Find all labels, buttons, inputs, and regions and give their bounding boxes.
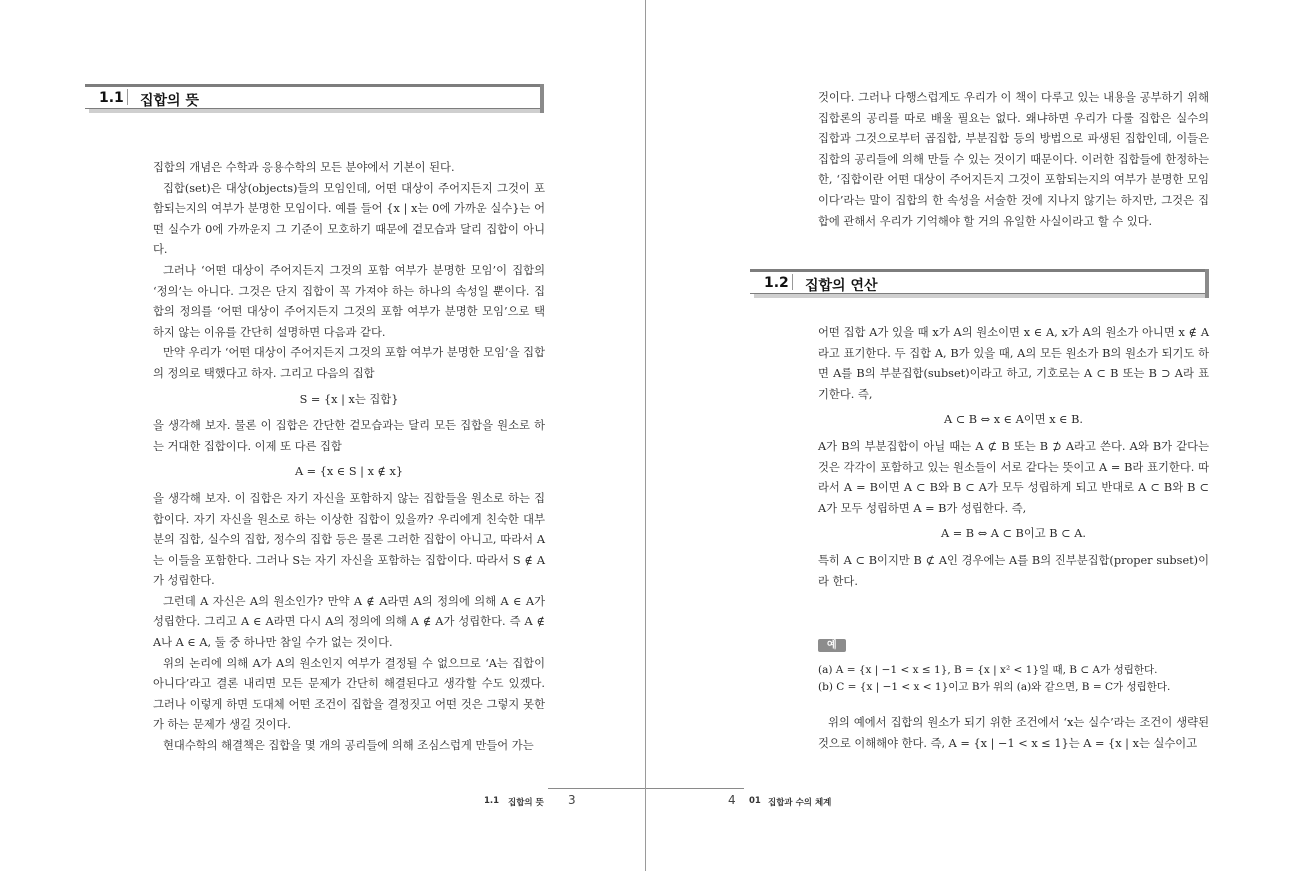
right-continuation-text [818, 88, 1209, 232]
section-header-edge [540, 84, 544, 113]
left-page [0, 0, 645, 871]
footer-chapter-title: 집합과 수의 체계 [768, 798, 832, 808]
paragraph: 집합(set)은 대상(objects)들의 모임인데, 어떤 대상이 주어지든지 그것이 포함되는지의 여부가 분명한 모임이다. 예를 들어 {x | x는 0에 가까운 실수}는 어떤 실수가 0에 가까운지 그 기준이 모호하기 때문에 겉모습과 달리 집합이 아니다. [153, 181, 545, 257]
left-footer [470, 788, 645, 812]
paragraph: 그런데 A 자신은 A의 원소인가? 만약 A ∉ A라면 A의 정의에 의해 A ∈ A가 성립한다. 그리고 A ∈ A라면 다시 A의 정의에 의해 A ∉ A가 성립한다. 즉 A ∉ A나 A ∈ A, 둘 중 하나만 참일 수가 없는 것이다. [153, 594, 545, 650]
paragraph: 특히 A ⊂ B이지만 B ⊄ A인 경우에는 A를 B의 진부분집합(proper subset)이라 한다. [818, 553, 1209, 588]
footer-rule [646, 788, 744, 789]
formula: S = {x | x는 집합} [299, 392, 399, 406]
section-header-edge [1205, 269, 1209, 298]
example-line: (b) C = {x | −1 < x < 1}이고 B가 위의 (a)와 같으면, B = C가 성립한다. [818, 681, 1171, 693]
formula: A ⊂ B ⇔ x ∈ A이면 x ∈ B. [943, 413, 1084, 427]
footer-section-number: 1.1 [484, 796, 500, 806]
formula: A = B ⇔ A ⊂ B이고 B ⊂ A. [941, 527, 1086, 541]
paragraph: 것이다. 그러나 다행스럽게도 우리가 이 책이 다루고 있는 내용을 공부하기 위해 집합론의 공리를 따로 배울 필요는 없다. 왜냐하면 우리가 다룰 집합은 실수의 집합과 그것으로부터 곱집합, 부분집합 등의 방법으로 파생된 집합인데, 이들은 집합의 공리들에 의해 만들 수 있는 것이기 때문이다. 이러한 집합들에 한정하는 한, ‘집합이란 어떤 대상이 주어지든지 그것이 포함되는지의 여부가 분명한 모임이다’라는 말이 집합의 한 속성을 서술한 것에 지나지 않기는 하지만, 그것은 집합에 관해서 우리가 기억해야 할 거의 유일한 사실이라고 할 수 있다. [818, 91, 1209, 228]
section-number: 1.2 [764, 275, 789, 291]
right-footer [646, 788, 846, 812]
example-badge: 예 [818, 639, 846, 652]
right-body-text [818, 323, 1209, 592]
paragraph: 어떤 집합 A가 있을 때 x가 A의 원소이면 x ∈ A, x가 A의 원소가 아니면 x ∉ A라고 표기한다. 두 집합 A, B가 있을 때, A의 모든 원소가 B의 원소가 되기도 하면 A를 B의 부분집합(subset)이라고 하고, 기호로는 A ⊂ B 또는 B ⊃ A라 표기한다. 즉, [818, 326, 1209, 401]
footer-rule [548, 788, 645, 789]
page-number: 4 [728, 793, 736, 807]
paragraph: 위의 논리에 의해 A가 A의 원소인지 여부가 결정될 수 없으므로 ‘A는 집합이 아니다’라고 결론 내리면 모든 문제가 간단히 해결된다고 생각할 수도 있겠다. 그러나 이렇게 하면 도대체 어떤 조건이 집합을 결정짓고 어떤 것은 그렇지 못한가 하는 문제가 생길 것이다. [153, 656, 545, 732]
example-block [818, 633, 1209, 696]
section-title: 집합의 연산 [805, 278, 878, 294]
paragraph: 을 생각해 보자. 이 집합은 자기 자신을 포함하지 않는 집합들을 원소로 하는 집합이다. 자기 자신을 원소로 하는 이상한 집합이 있을까? 우리에게 친숙한 대부분의 집합, 실수의 집합, 정수의 집합 등은 물론 그러한 집합이 아니고, 따라서 A는 이들을 포함한다. 그러나 S는 자기 자신을 포함하는 집합이다. 따라서 S ∉ A가 성립한다. [153, 491, 545, 588]
section-divider [792, 274, 793, 290]
left-body-text [153, 158, 545, 757]
paragraph: 그러나 ‘어떤 대상이 주어지든지 그것의 포함 여부가 분명한 모임’이 집합의 ‘정의’는 아니다. 그것은 단지 집합이 꼭 가져야 하는 하나의 속성일 뿐이다. 집합의 정의를 ‘어떤 대상이 주어지든지 그것의 포함 여부가 분명한 모임’으로 택하지 않는 이유를 간단히 설명하면 다음과 같다. [153, 263, 545, 339]
page-number: 3 [568, 793, 576, 807]
paragraph: 위의 예에서 집합의 원소가 되기 위한 조건에서 ‘x는 실수’라는 조건이 생략된 것으로 이해해야 한다. 즉, A = {x | −1 < x ≤ 1}는 A = {x | x는 실수이고 [818, 716, 1209, 750]
section-title: 집합의 뜻 [140, 93, 199, 109]
example-line: (a) A = {x | −1 < x ≤ 1}, B = {x | x² < 1}일 때, B ⊂ A가 성립한다. [818, 664, 1158, 676]
paragraph: 현대수학의 해결책은 집합을 몇 개의 공리들에 의해 조심스럽게 만들어 가는 [163, 739, 534, 753]
paragraph: 만약 우리가 ‘어떤 대상이 주어지든지 그것의 포함 여부가 분명한 모임’을 집합의 정의로 택했다고 하자. 그리고 다음의 집합 [153, 346, 545, 380]
paragraph: A가 B의 부분집합이 아닐 때는 A ⊄ B 또는 B ⊅ A라고 쓴다. A와 B가 같다는 것은 각각이 포함하고 있는 원소들이 서로 같다는 뜻이고 A = B라 표기한다. 따라서 A = B이면 A ⊂ B와 B ⊂ A가 모두 성립하게 되고 반대로 A ⊂ B와 B ⊂ A가 모두 성립하면 A = B가 성립한다. 즉, [818, 439, 1209, 515]
section-header-1-1 [85, 84, 540, 114]
section-header-1-2 [750, 269, 1205, 299]
paragraph: 을 생각해 보자. 물론 이 집합은 간단한 겉모습과는 달리 모든 집합을 원소로 하는 거대한 집합이다. 이제 또 다른 집합 [153, 419, 545, 453]
section-number: 1.1 [99, 90, 124, 106]
right-closing-text [818, 713, 1209, 754]
footer-section-title: 집합의 뜻 [508, 798, 544, 808]
right-page [646, 0, 1293, 871]
paragraph: 집합의 개념은 수학과 응용수학의 모든 분야에서 기본이 된다. [153, 161, 455, 174]
section-divider [127, 89, 128, 105]
footer-chapter-number: 01 [749, 796, 761, 806]
formula: A = {x ∈ S | x ∉ x} [294, 465, 404, 479]
